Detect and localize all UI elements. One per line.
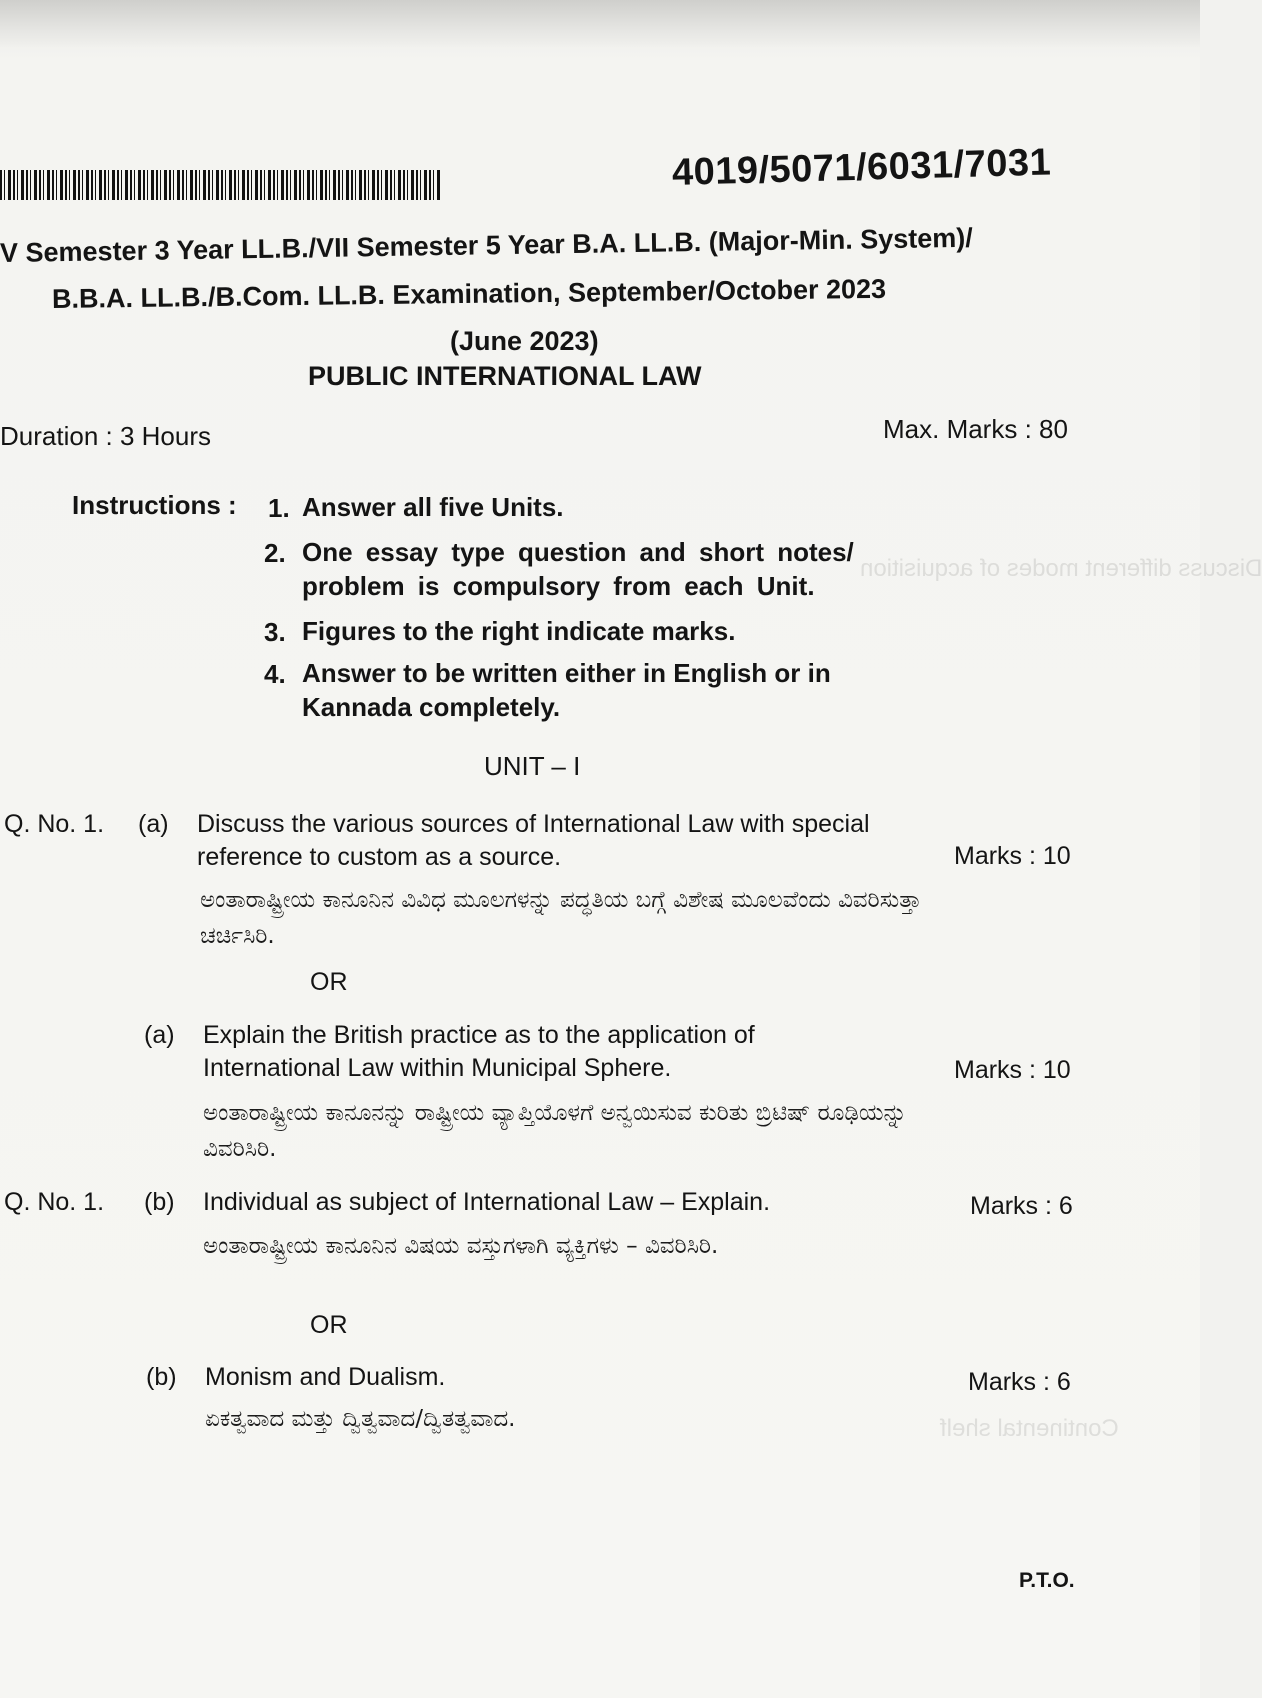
question-text-kannada: ಅಂತಾರಾಷ್ಟ್ರೀಯ ಕಾನೂನನ್ನು ರಾಷ್ಟ್ರೀಯ ವ್ಯಾಪ್ತಿಯೊಳಗೆ ಅನ್ವಯಿಸುವ ಕುರಿತು ಬ್ರಿಟಿಷ್ ರೂಢಿಯನ್ನು ವಿವರಿಸಿರಿ. xyxy=(203,1100,907,1162)
question-marks: Marks : 6 xyxy=(968,1368,1071,1396)
title-line-1: V Semester 3 Year LL.B./VII Semester 5 Year B.A. LL.B. (Major-Min. System)/ xyxy=(0,222,973,268)
question-marks: Marks : 10 xyxy=(954,1056,1071,1084)
question-part: (a) xyxy=(144,1021,175,1049)
page-turn-over: P.T.O. xyxy=(1019,1569,1075,1592)
instruction-text: Figures to the right indicate marks. xyxy=(302,616,736,646)
subject-title: PUBLIC INTERNATIONAL LAW xyxy=(308,361,702,391)
unit-heading: UNIT – I xyxy=(484,751,581,781)
question-text: Explain the British practice as to the application of International Law within Municipal Sphere. xyxy=(203,1021,755,1082)
question-part: (b) xyxy=(146,1363,177,1391)
question-text: Monism and Dualism. xyxy=(205,1363,446,1391)
question-label: Q. No. 1. xyxy=(4,1188,105,1216)
bleed-through-text: Discuss different modes of acquisition xyxy=(860,555,1262,582)
or-separator: OR xyxy=(310,968,348,996)
title-line-2: B.B.A. LL.B./B.Com. LL.B. Examination, September/October 2023 xyxy=(51,273,887,314)
question-text-kannada: ಏಕತ್ವವಾದ ಮತ್ತು ದ್ವಿತ್ವವಾದ/ದ್ವಿತತ್ವವಾದ. xyxy=(205,1406,516,1432)
question-label: Q. No. 1. xyxy=(4,810,105,838)
instruction-text: Answer all five Units. xyxy=(302,492,564,522)
instruction-number: 3. xyxy=(264,617,286,647)
question-text: Discuss the various sources of International Law with special reference to custom as a source. xyxy=(197,810,870,871)
question-marks: Marks : 10 xyxy=(954,842,1071,870)
instruction-number: 4. xyxy=(264,659,286,689)
question-marks: Marks : 6 xyxy=(970,1192,1073,1220)
max-marks: Max. Marks : 80 xyxy=(883,414,1068,444)
instructions-label: Instructions : xyxy=(72,490,237,520)
bleed-through-text: Continental shelf xyxy=(940,1415,1119,1442)
instruction-number: 1. xyxy=(268,493,290,523)
barcode xyxy=(0,170,442,200)
question-text-kannada: ಅಂತಾರಾಷ್ಟ್ರೀಯ ಕಾನೂನಿನ ವಿವಿಧ ಮೂಲಗಳನ್ನು ಪದ್ಧತಿಯ ಬಗ್ಗೆ ವಿಶೇಷ ಮೂಲವೆಂದು ವಿವರಿಸುತ್ತಾ ಚರ್ಚಿಸಿರಿ. xyxy=(200,887,922,949)
duration: Duration : 3 Hours xyxy=(0,421,211,451)
or-separator: OR xyxy=(310,1311,348,1339)
paper-code: 4019/5071/6031/7031 xyxy=(671,141,1052,194)
instruction-text: Answer to be written either in English or in Kannada completely. xyxy=(302,658,831,722)
instruction-number: 2. xyxy=(264,538,286,568)
question-part: (b) xyxy=(144,1188,175,1216)
question-text: Individual as subject of International Law – Explain. xyxy=(203,1188,771,1216)
question-text-kannada: ಅಂತಾರಾಷ್ಟ್ರೀಯ ಕಾನೂನಿನ ವಿಷಯ ವಸ್ತುಗಳಾಗಿ ವ್ಯಕ್ತಿಗಳು – ವಿವರಿಸಿರಿ. xyxy=(203,1233,719,1259)
scan-top-edge xyxy=(0,0,1200,48)
instruction-text: One essay type question and short notes/ problem is compulsory from each Unit. xyxy=(302,537,854,601)
title-line-3: (June 2023) xyxy=(450,326,599,356)
question-part: (a) xyxy=(138,810,169,838)
